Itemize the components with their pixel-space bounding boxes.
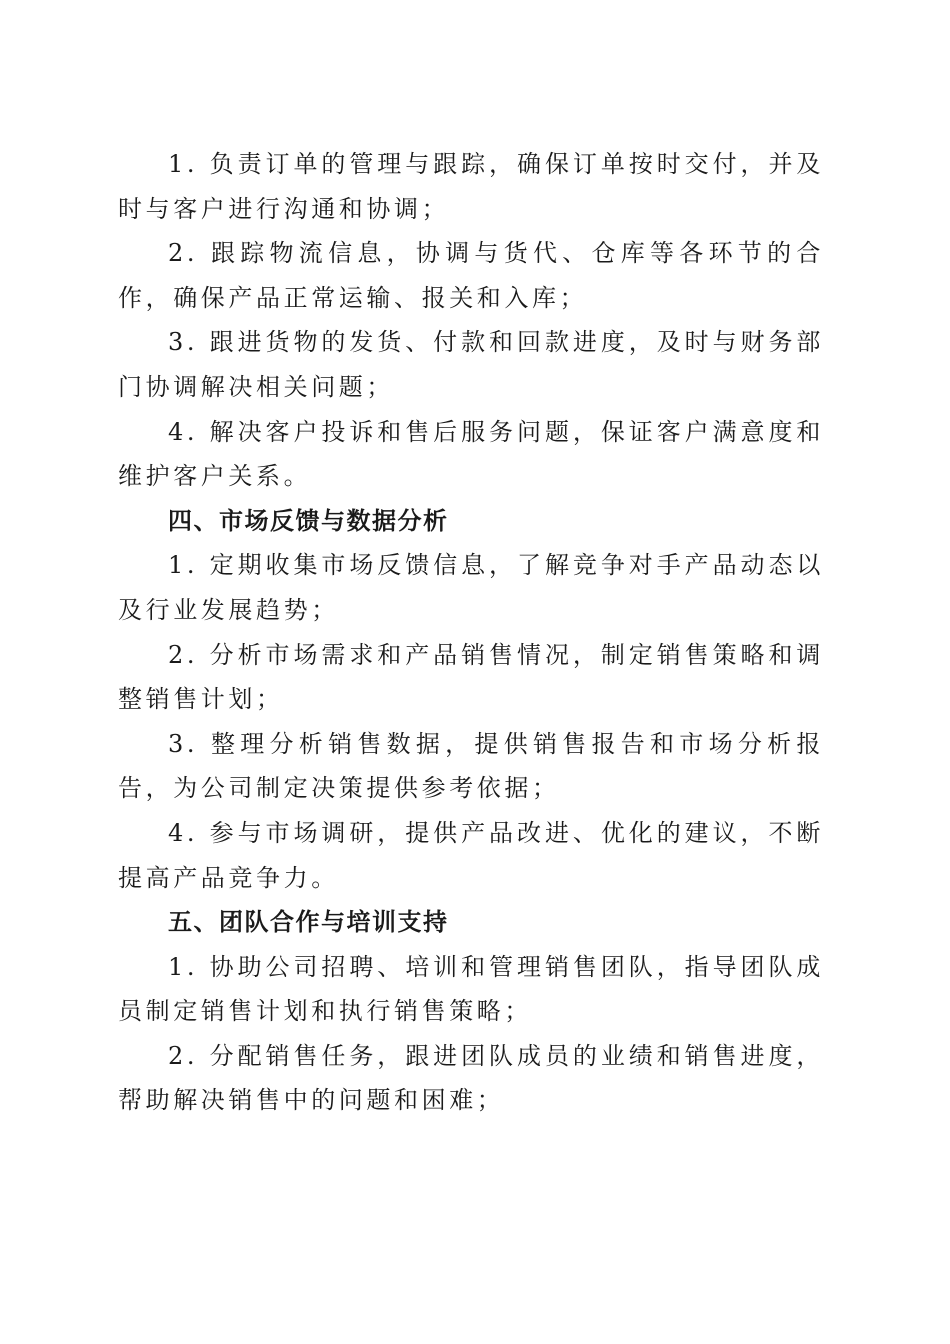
paragraph-logistics-tracking: 2. 跟踪物流信息，协调与货代、仓库等各环节的合作，确保产品正常运输、报关和入库； bbox=[118, 239, 824, 312]
paragraph-collect-feedback: 1. 定期收集市场反馈信息，了解竞争对手产品动态以及行业发展趋势； bbox=[118, 551, 824, 624]
section-heading-team-training: 五、团队合作与培训支持 bbox=[168, 908, 449, 937]
paragraph-order-management: 1. 负责订单的管理与跟踪，确保订单按时交付，并及时与客户进行沟通和协调； bbox=[118, 150, 824, 223]
paragraph-task-assignment: 2. 分配销售任务，跟进团队成员的业绩和销售进度，帮助解决销售中的问题和困难； bbox=[118, 1041, 824, 1115]
paragraph-customer-complaints: 4. 解决客户投诉和售后服务问题，保证客户满意度和维护客户关系。 bbox=[118, 417, 824, 491]
paragraph-sales-reports: 3. 整理分析销售数据，提供销售报告和市场分析报告，为公司制定决策提供参考依据； bbox=[118, 729, 824, 803]
paragraph-team-recruitment: 1. 协助公司招聘、培训和管理销售团队，指导团队成员制定销售计划和执行销售策略； bbox=[118, 952, 824, 1026]
paragraph-analyze-demand: 2. 分析市场需求和产品销售情况，制定销售策略和调整销售计划； bbox=[118, 640, 824, 714]
section-heading-market-feedback: 四、市场反馈与数据分析 bbox=[168, 506, 449, 535]
paragraph-payment-followup: 3. 跟进货物的发货、付款和回款进度，及时与财务部门协调解决相关问题； bbox=[118, 328, 824, 401]
paragraph-market-research: 4. 参与市场调研，提供产品改进、优化的建议，不断提高产品竞争力。 bbox=[118, 818, 824, 892]
document-body bbox=[118, 142, 824, 1123]
